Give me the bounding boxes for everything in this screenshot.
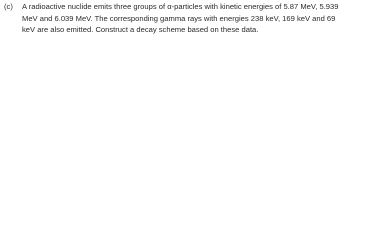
question-c	[4, 1, 389, 36]
question-label: (c)	[4, 2, 13, 11]
question-text-line-2: MeV and 6.039 MeV. The corresponding gamma rays with energies 238 keV, 169 keV and 69	[22, 13, 336, 23]
question-text-line-1: A radioactive nuclide emits three groups of α-particles with kinetic energies of 5.87 MeV, 5.939	[22, 2, 339, 11]
question-text-line-3: keV are also emitted. Construct a decay scheme based on these data.	[22, 25, 259, 34]
question-text	[22, 1, 389, 36]
